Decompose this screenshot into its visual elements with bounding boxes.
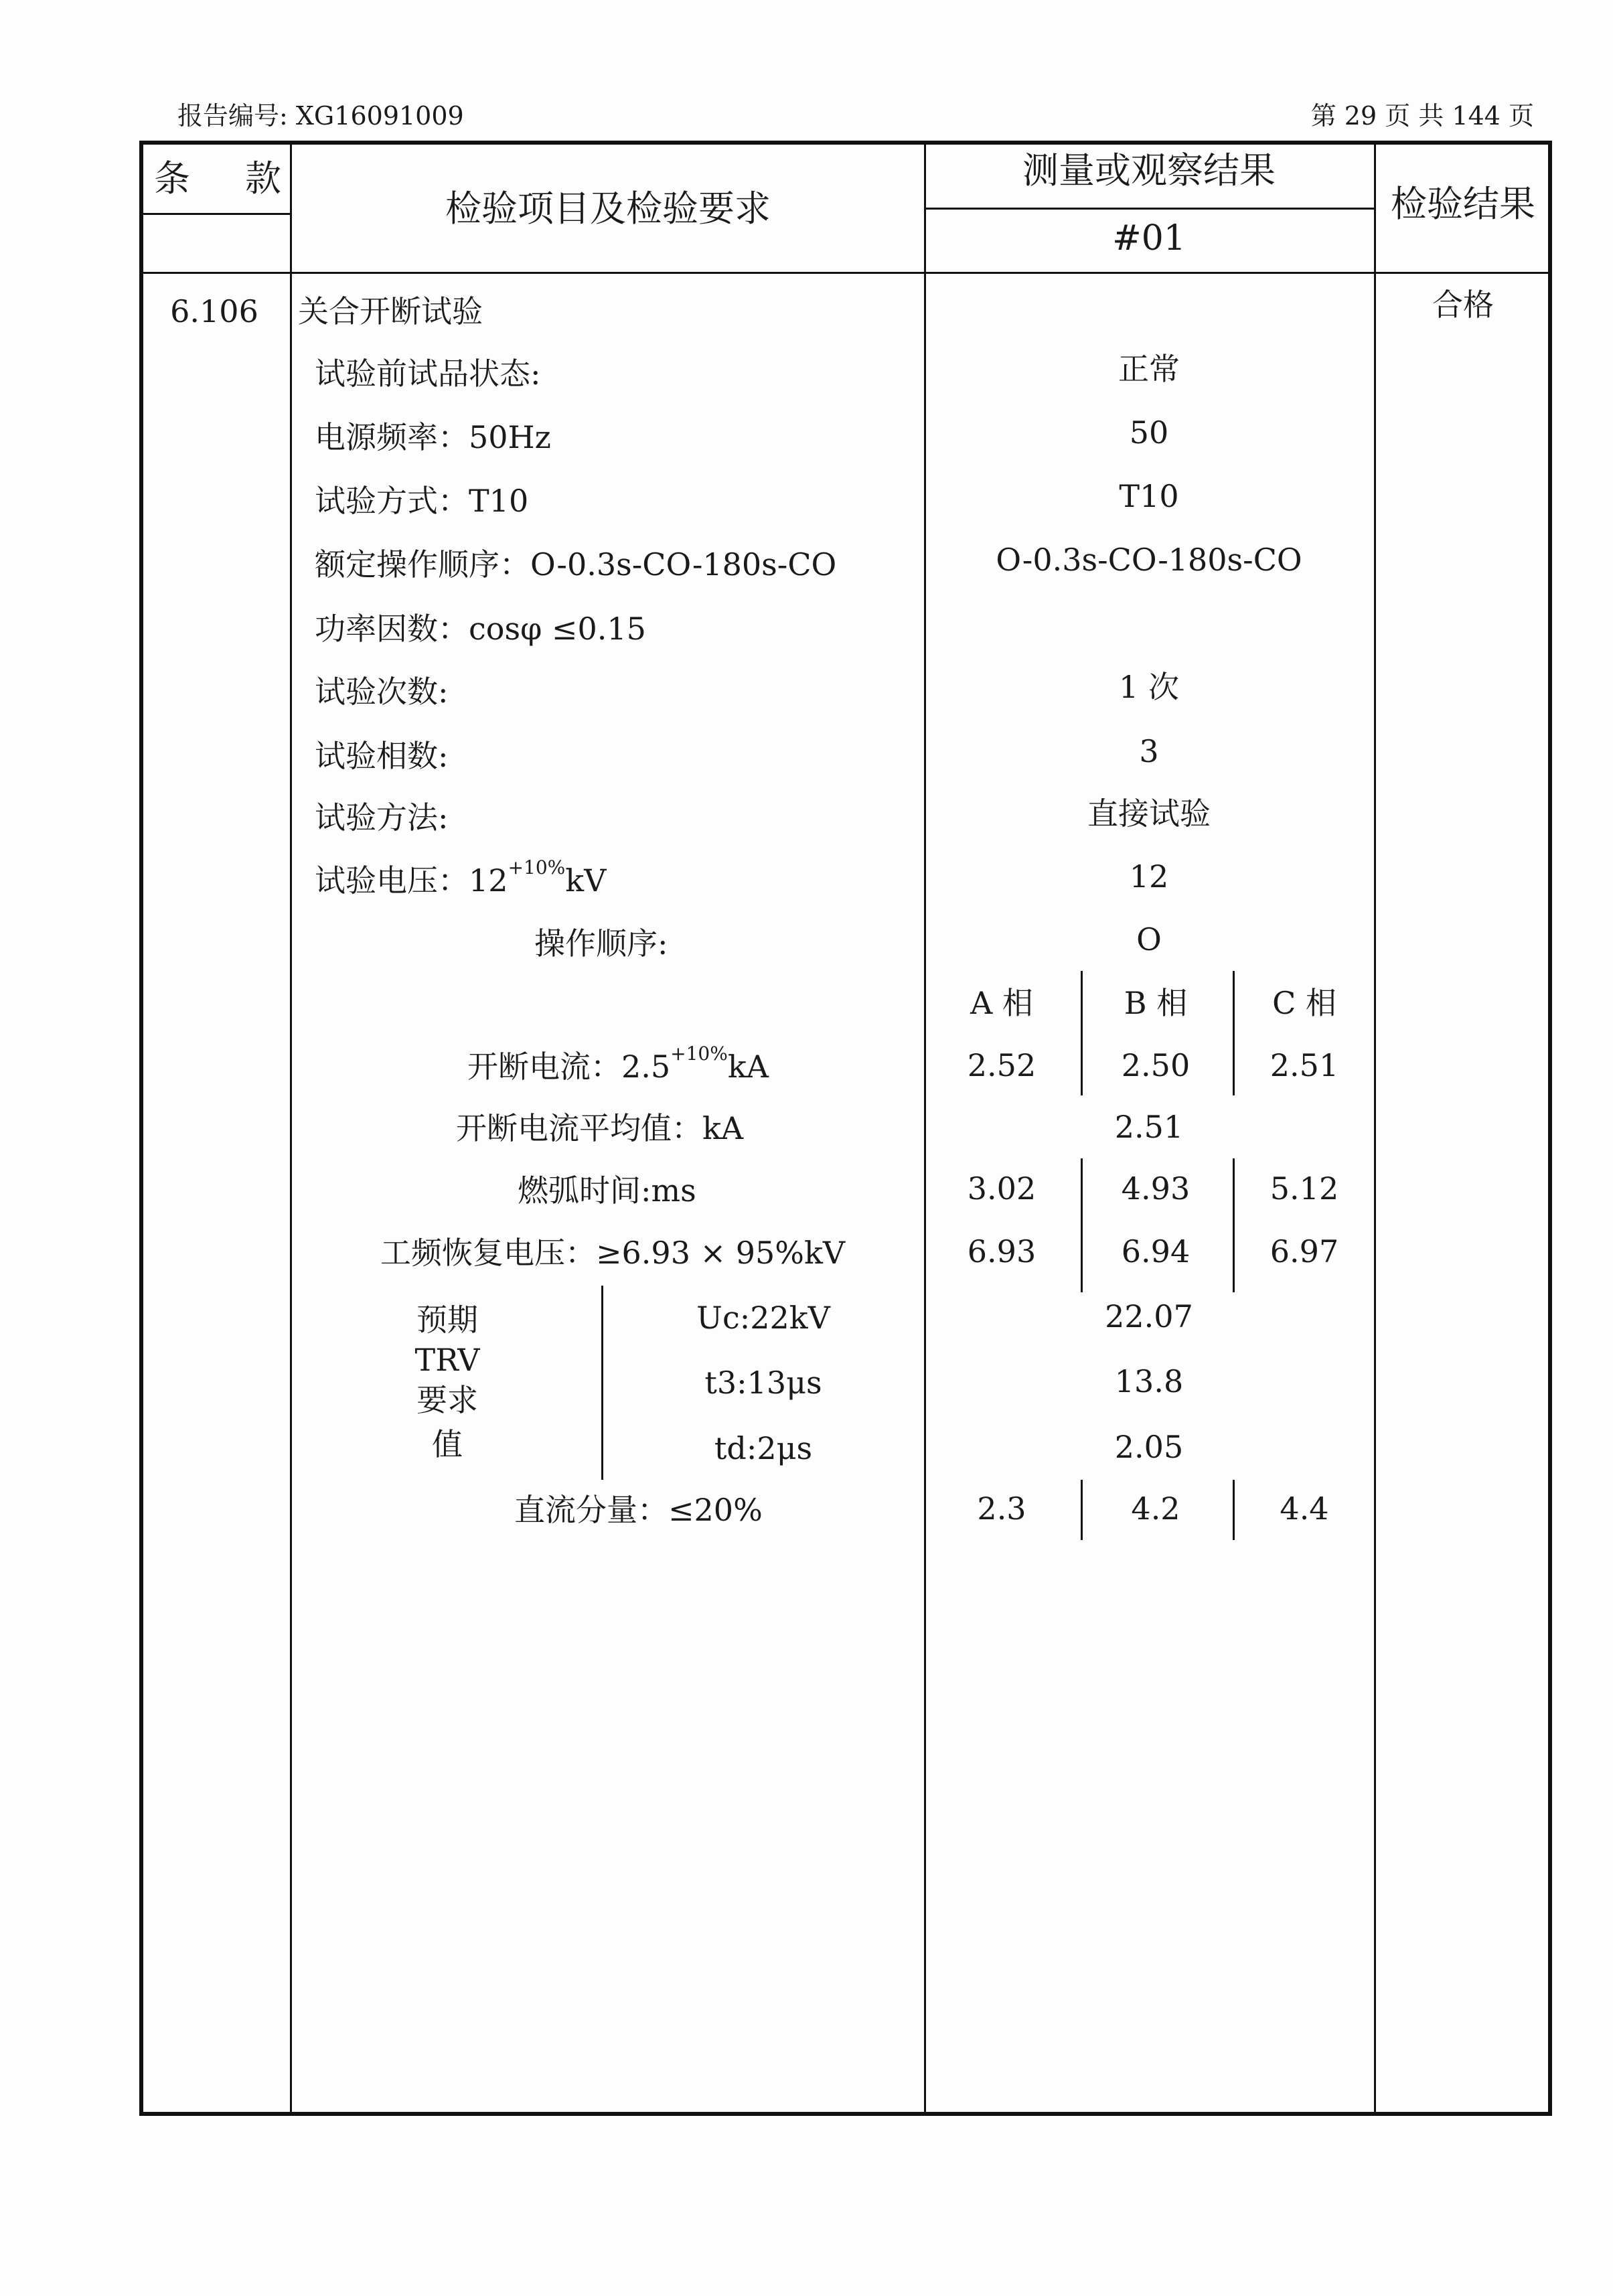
phases-value: 3 xyxy=(1139,733,1159,769)
clause-header: 条 款 xyxy=(154,157,291,200)
trv-label-line1: 预期 xyxy=(416,1302,478,1338)
avg-current-label: 开断电流平均值：kA xyxy=(456,1110,744,1146)
count-value: 1 次 xyxy=(1119,669,1179,705)
pre-state-value: 正常 xyxy=(1118,351,1180,387)
pre-state-label: 试验前试品状态: xyxy=(315,356,541,392)
dc-component-b: 4.2 xyxy=(1131,1490,1180,1527)
phase-b-header: B 相 xyxy=(1124,985,1188,1021)
recovery-voltage-b: 6.94 xyxy=(1121,1233,1190,1270)
mode-label: 试验方式：T10 xyxy=(315,483,529,519)
voltage-label xyxy=(315,856,607,899)
dc-component-a: 2.3 xyxy=(977,1490,1026,1527)
trv-td-label: td:2μs xyxy=(714,1430,813,1466)
method-label: 试验方法: xyxy=(315,799,449,836)
clause-number: 6.106 xyxy=(170,293,258,329)
test-result: 合格 xyxy=(1432,287,1494,323)
phases-label: 试验相数: xyxy=(315,738,449,774)
measurement-header: 测量或观察结果 xyxy=(1022,149,1276,192)
break-current-tolerance: +10% xyxy=(670,1043,728,1065)
break-current-unit: kA xyxy=(727,1049,769,1085)
trv-label-line3: 要求 xyxy=(416,1382,478,1418)
test-title: 关合开断试验 xyxy=(298,293,483,329)
avg-current-value: 2.51 xyxy=(1114,1109,1184,1145)
dc-component-c: 4.4 xyxy=(1280,1490,1329,1527)
arc-time-c: 5.12 xyxy=(1270,1170,1339,1207)
sequence-value: O-0.3s-CO-180s-CO xyxy=(996,542,1302,578)
freq-value: 50 xyxy=(1129,414,1169,451)
recovery-voltage-a: 6.93 xyxy=(967,1233,1036,1270)
inspection-table xyxy=(139,141,1552,2116)
trv-label-line4: 值 xyxy=(432,1426,463,1462)
trv-t3-value: 13.8 xyxy=(1114,1363,1184,1399)
voltage-value: 12 xyxy=(1129,858,1169,895)
mode-value: T10 xyxy=(1119,478,1179,514)
items-header: 检验项目及检验要求 xyxy=(445,187,771,230)
sample-id: #01 xyxy=(1112,218,1186,258)
dc-component-label: 直流分量：≤20% xyxy=(514,1492,763,1528)
voltage-unit: kV xyxy=(565,862,607,899)
trv-label-line2: TRV xyxy=(414,1342,480,1378)
recovery-voltage-c: 6.97 xyxy=(1270,1233,1339,1270)
count-label: 试验次数: xyxy=(315,674,449,710)
break-current-a: 2.52 xyxy=(967,1047,1036,1083)
trv-uc-value: 22.07 xyxy=(1105,1298,1193,1334)
trv-uc-label: Uc:22kV xyxy=(696,1300,830,1336)
arc-time-a: 3.02 xyxy=(967,1170,1036,1207)
power-factor-label: 功率因数：cosφ ≤0.15 xyxy=(315,611,646,647)
break-current-b: 2.50 xyxy=(1121,1047,1190,1083)
trv-t3-label: t3:13μs xyxy=(704,1365,822,1401)
page-number: 第 29 页 共 144 页 xyxy=(1310,101,1534,131)
recovery-voltage-label: 工频恢复电压：≥6.93 × 95%kV xyxy=(380,1235,846,1271)
report-number: 报告编号: XG16091009 xyxy=(177,101,464,131)
op-seq-value: O xyxy=(1136,921,1162,958)
phase-c-header: C 相 xyxy=(1272,985,1336,1021)
break-current-c: 2.51 xyxy=(1270,1047,1339,1083)
sequence-label: 额定操作顺序：O-0.3s-CO-180s-CO xyxy=(315,546,837,583)
phase-a-header: A 相 xyxy=(970,985,1033,1021)
arc-time-label: 燃弧时间:ms xyxy=(518,1172,696,1209)
voltage-tolerance: +10% xyxy=(508,856,566,878)
break-current-label-main: 开断电流：2.5 xyxy=(467,1049,671,1085)
freq-label: 电源频率：50Hz xyxy=(315,419,551,455)
result-header: 检验结果 xyxy=(1391,183,1535,225)
op-seq-label: 操作顺序: xyxy=(534,925,668,962)
trv-td-value: 2.05 xyxy=(1114,1429,1184,1465)
method-value: 直接试验 xyxy=(1087,795,1211,832)
voltage-label-main: 试验电压：12 xyxy=(315,862,508,899)
break-current-label xyxy=(467,1043,769,1085)
arc-time-b: 4.93 xyxy=(1121,1170,1190,1207)
